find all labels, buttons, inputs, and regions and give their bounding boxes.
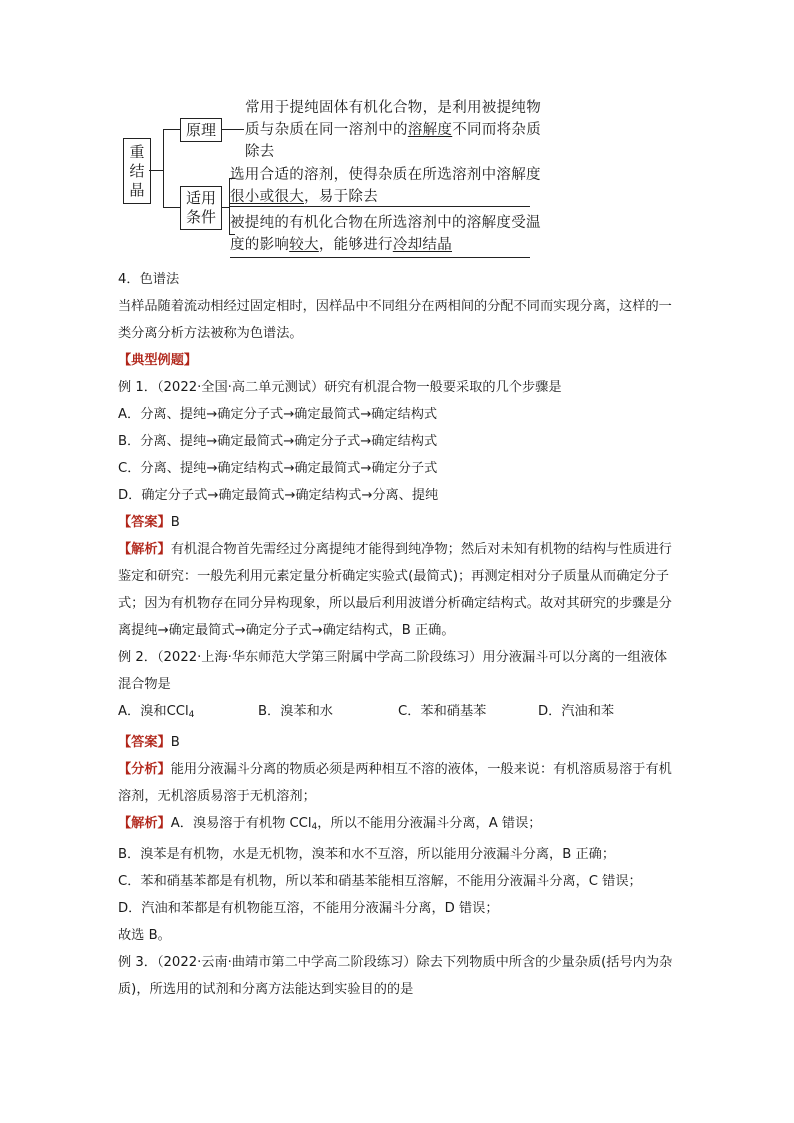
branch-conditions-label: 适用 条件 [185, 189, 216, 226]
example-2-option-a: A．溴和CCl4 [118, 704, 195, 720]
example-1-analysis: 【解析】有机混合物首先需经过分离提纯才能得到纯净物；然后对未知有机物的结构与性质进行鉴定和研究：一般先利用元素定量分析确定实验式(最简式)；再测定相对分子质量从而确定分子式；因为有机物存在同分异构现象，所以最后利用波谱分析确定结构式。故对其研究的步骤是分离提纯→确定最简式→确定分子式→确定结构式，B 正确。 [118, 542, 672, 638]
example-2-stem: 例 2．（2022·上海·华东师范大学第三附属中学高二阶段练习）用分液漏斗可以分离的一组液体混合物是 [118, 650, 668, 692]
example-1-option-d: D．确定分子式→确定最简式→确定结构式→分离、提纯 [118, 488, 439, 503]
example-2-answer: 【答案】B [118, 735, 180, 750]
typical-examples-heading: 【典型例题】 [118, 353, 198, 368]
diagram-root-box [123, 138, 151, 204]
connector [163, 129, 164, 207]
example-1-option-b: B．分离、提纯→确定最简式→确定分子式→确定结构式 [118, 434, 438, 449]
example-2-option-b: B．溴苯和水 [258, 704, 333, 719]
example-1-stem: 例 1．（2022·全国·高二单元测试）研究有机混合物一般要采取的几个步骤是 [118, 380, 562, 395]
connector [149, 170, 163, 171]
example-2-conclusion: 故选 B。 [118, 928, 171, 943]
example-2-option-d: D．汽油和苯 [538, 704, 615, 719]
condition-text-2: 被提纯的有机化合物在所选溶剂中的溶解度受温度的影响较大，能够进行冷却结晶 [230, 215, 541, 253]
section-body: 当样品随着流动相经过固定相时，因样品中不同组分在两相间的分配不同而实现分离，这样的一类分离分析方法被称为色谱法。 [118, 299, 672, 341]
example-2-analysis-d: D．汽油和苯都是有机物能互溶，不能用分液漏斗分离，D 错误； [118, 901, 499, 916]
diagram-root-label: 重 结 晶 [129, 142, 145, 199]
example-1-option-a: A．分离、提纯→确定分子式→确定最简式→确定结构式 [118, 407, 438, 422]
example-1-answer: 【答案】B [118, 515, 180, 530]
section-heading: 4．色谱法 [118, 272, 180, 287]
branch-principle-box [180, 118, 222, 142]
example-2-analysis-b: B．溴苯是有机物，水是无机物，溴苯和水不互溶，所以能用分液漏斗分离，B 正确； [118, 847, 616, 862]
condition-text-1: 选用合适的溶剂，使得杂质在所选溶剂中溶解度很小或很大，易于除去 [230, 167, 541, 205]
example-1-option-c: C．分离、提纯→确定结构式→确定最简式→确定分子式 [118, 461, 438, 476]
principle-text: 常用于提纯固体有机化合物，是利用被提纯物质与杂质在同一溶剂中的溶解度不同而将杂质除去 [245, 100, 542, 160]
divider-rule [230, 206, 530, 207]
example-2-option-c: C．苯和硝基苯 [398, 704, 487, 719]
branch-conditions-box [180, 186, 222, 230]
example-2-options [118, 698, 678, 729]
example-2-fenxi: 【分析】能用分液漏斗分离的物质必须是两种相互不溶的液体，一般来说：有机溶质易溶于有机溶剂，无机溶质易溶于无机溶剂； [118, 762, 672, 804]
recrystallization-diagram [118, 92, 548, 262]
divider-rule [230, 257, 530, 258]
example-3-stem: 例 3．（2022·云南·曲靖市第二中学高二阶段练习）除去下列物质中所含的少量杂质(括号内为杂质)，所选用的试剂和分离方法能达到实验目的的是 [118, 955, 673, 997]
connector [222, 129, 244, 130]
branch-principle-label: 原理 [185, 120, 216, 139]
example-2-analysis-a: 【解析】A．溴易溶于有机物 CCl$_4$，所以不能用分液漏斗分离，A 错误； [118, 816, 542, 832]
connector [163, 129, 180, 130]
example-2-analysis-c: C．苯和硝基苯都是有机物，所以苯和硝基苯能相互溶解，不能用分液漏斗分离，C 错误； [118, 874, 642, 889]
main-content [118, 266, 678, 1003]
connector [163, 207, 180, 208]
